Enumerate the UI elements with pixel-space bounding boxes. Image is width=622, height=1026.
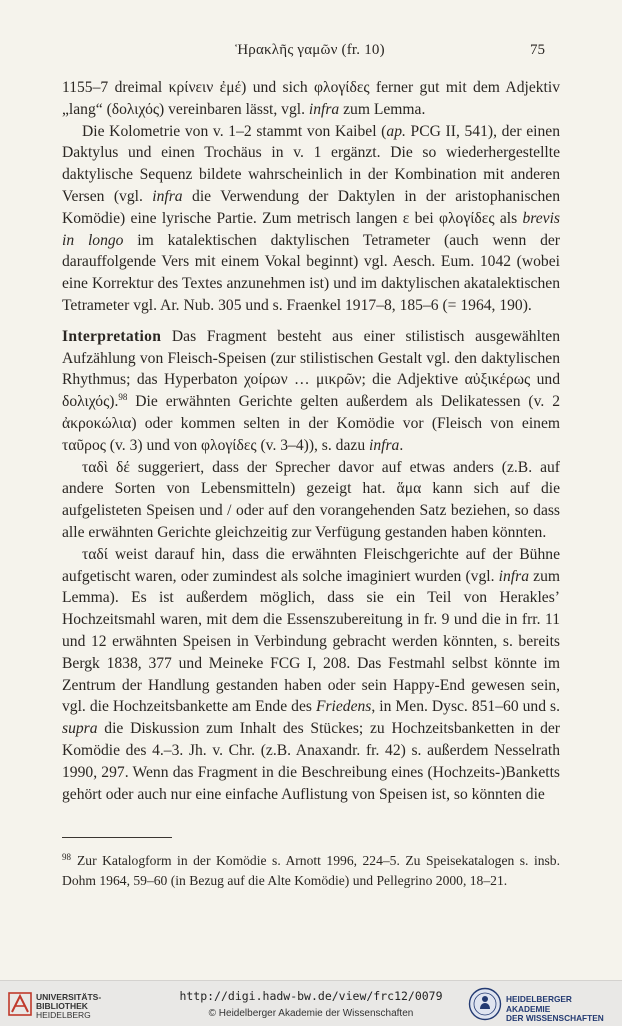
academy-logo[interactable] <box>468 987 616 1021</box>
main-text <box>62 77 560 805</box>
copyright-notice: © Heidelberger Akademie der Wissenschaften <box>208 1008 414 1019</box>
academy-seal-icon <box>468 987 502 1021</box>
italic-run: supra <box>62 720 98 738</box>
academy-name-line: HEIDELBERGER AKADEMIE <box>506 994 572 1014</box>
italic-run: infra <box>308 100 340 118</box>
text-run: zum Lemma. <box>339 100 426 118</box>
footnote-number: 98 <box>62 852 71 862</box>
running-title: Ἡρακλῆς γαμῶν (fr. 10) <box>235 42 385 58</box>
university-library-logo[interactable] <box>8 990 148 1020</box>
paragraph-4 <box>62 457 560 544</box>
text-run: 1155–7 dreimal κρίνειν ἐμέ) und sich φλογίδες ferner gut mit dem Adjektiv „lang“ (δολιχός) vereinbaren lässt, vgl. <box>62 79 560 118</box>
italic-run: ap. <box>386 122 406 140</box>
page-number: 75 <box>530 42 545 58</box>
text-run: Die Kolometrie von v. 1–2 stammt von Kaibel ( <box>82 122 387 140</box>
text-run: . <box>399 436 404 454</box>
section-heading: Interpretation <box>62 327 162 345</box>
permalink-url[interactable]: http://digi.hadw-bw.de/view/frc12/0079 <box>179 989 443 1003</box>
academy-name-line: DER WISSENSCHAFTEN <box>506 1013 604 1023</box>
italic-run: Friedens <box>315 698 372 716</box>
text-run: Die erwähnten Gerichte gelten außerdem als Delikatessen (v. 2 ἀκροκώλια) oder kommen selten in der Komödie vor (Fleisch von einem ταῦρος (v. 3) und von φλογίδες (v. 3–4)), s. dazu <box>62 393 560 454</box>
paragraph-2 <box>62 121 560 317</box>
library-name <box>36 993 101 1020</box>
footnote <box>62 848 560 890</box>
text-run: ταδὶ δέ suggeriert, dass der Sprecher davor auf etwas anders (z.B. auf andere Sorten von Lebensmitteln) gezeigt hat. ἅμα kann sich auf die aufgelisteten Speisen und / oder auf den vorangehenden Satz beziehen, so dass alle erwähnten Gerichte gleichzeitig zur Verfügung gestanden haben könnten. <box>62 458 560 541</box>
paragraph-5 <box>62 544 560 806</box>
italic-run: infra <box>369 436 400 454</box>
text-run: die Verwendung der Daktylen in der aristophanischen Komödie) eine lyrische Partie. Zum metrisch langen ε bei φλογίδες als <box>62 187 560 227</box>
academy-name <box>506 995 616 1024</box>
footnote-divider <box>62 837 172 838</box>
paragraph-interpretation <box>62 326 560 457</box>
text-run: ταδί weist darauf hin, dass die erwähnten Fleischgerichte auf der Bühne aufgetischt waren, oder zumindest als solche imaginiert wurden (vgl. <box>62 545 560 585</box>
text-run: , in Men. Dysc. 851–60 und s. <box>371 698 560 716</box>
text-run: PCG II, 541), der einen Daktylus und einen Trochäus in v. 1 ergänzt. Die so wiederhergestellte daktylische Sequenz bildete wahrscheinlich in der Kombination mit anderen Versen (vgl. <box>62 122 560 205</box>
italic-run: brevis in longo <box>62 209 560 249</box>
footnote-reference[interactable]: 98 <box>118 392 128 403</box>
paragraph-1 <box>62 77 560 121</box>
viewer-footer <box>0 980 622 1026</box>
library-name-line: HEIDELBERG <box>36 1010 91 1020</box>
italic-run: infra <box>152 187 183 205</box>
footnote-text: Zur Katalogform in der Komödie s. Arnott 1996, 224–5. Zu Speisekatalogen s. insb. Dohm 1964, 59–60 (in Bezug auf die Alte Komödie) und Pellegrino 2000, 18–21. <box>62 853 560 888</box>
text-run: die Diskussion zum Inhalt des Stückes; zu Hochzeitsbanketten in der Komödie des 4.–3. Jh. v. Chr. (z.B. Anaxandr. fr. 42) s. außerdem Nesselrath 1990, 297. Wenn das Fragment in die Beschreibung eines (Hochzeits-)Banketts gehört oder auch nur eine einfache Auflistung von Speisen ist, so könnten die <box>62 720 560 803</box>
library-name-line: BIBLIOTHEK <box>36 1001 88 1011</box>
library-name-line: UNIVERSITÄTS- <box>36 992 102 1002</box>
text-run: zum Lemma). Es ist außerdem möglich, dass sie ein Teil von Herakles’ Hochzeitsmahl waren, mit dem die Essenszubereitung in fr. 9 und die in frr. 11 und 12 erwähnten Speisen in Verbindung gebracht werden könnten, s. bereits Bergk 1838, 377 und Meineke FCG I, 208. Das Festmahl selbst könnte im Zentrum der Handlung gestanden haben oder sein Happy-End gewesen sein, vgl. die Hochzeitsbankette am Ende des <box>62 567 561 716</box>
italic-run: infra <box>498 567 529 585</box>
text-run: im katalektischen daktylischen Tetrameter (auch wenn der darauffolgende Vers mit einem Vokal beginnt) vgl. Aesch. Eum. 1042 (wobei eine Korrektur des Textes anzunehmen ist) und im daktylischen akatalektischen Tetrameter vgl. Ar. Nub. 305 und s. Fraenkel 1917–8, 185–6 (= 1964, 190). <box>62 231 560 314</box>
university-library-logo-icon <box>8 992 32 1016</box>
text-run: Das Fragment besteht aus einer stilistisch ausgewählten Aufzählung von Fleisch-Speisen (zur stilistischen Gestalt vgl. den daktylischen Rhythmus; das Hyperbaton χοίρων … μικρῶν; die Adjektive αὐξικέρως und δολιχός). <box>62 327 560 411</box>
